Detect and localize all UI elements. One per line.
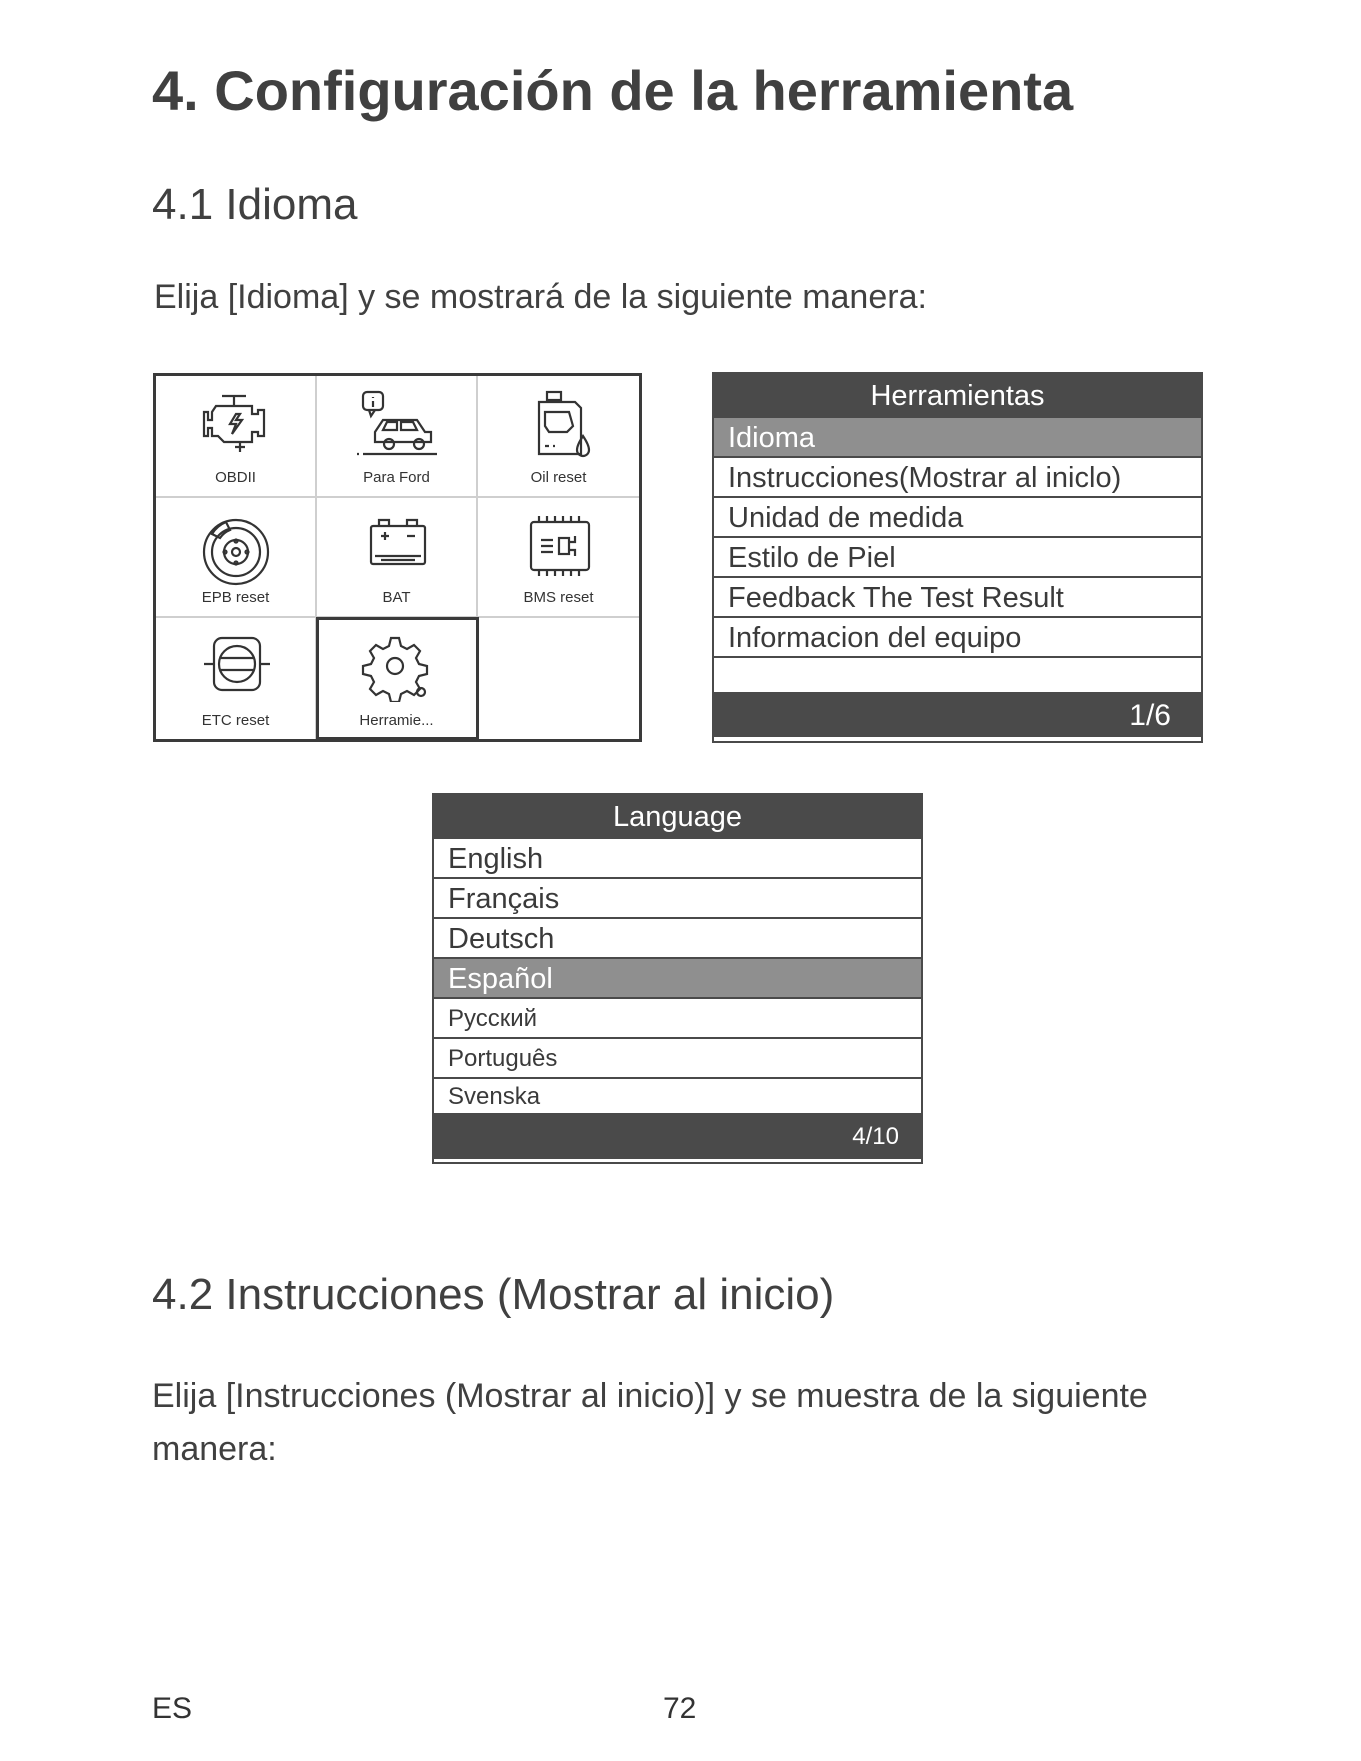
grid-item-label: ETC reset <box>201 712 270 729</box>
grid-item-herramientas[interactable] <box>317 618 478 739</box>
grid-item-label: EPB reset <box>201 589 270 606</box>
language-menu-title: Language <box>434 795 921 839</box>
footer-language: ES <box>152 1692 193 1725</box>
language-option[interactable]: Svenska <box>434 1079 921 1115</box>
tools-menu-page-indicator: 1/6 <box>714 694 1201 737</box>
tools-menu-item[interactable]: Estilo de Piel <box>714 538 1201 578</box>
grid-item-para-ford[interactable] <box>317 376 478 498</box>
tools-menu-item[interactable]: Idioma <box>714 418 1201 458</box>
language-option[interactable]: Русский <box>434 999 921 1039</box>
grid-item-bms-reset[interactable] <box>478 498 639 618</box>
tools-menu-item[interactable]: Feedback The Test Result <box>714 578 1201 618</box>
language-option[interactable]: Deutsch <box>434 919 921 959</box>
language-option[interactable]: Português <box>434 1039 921 1079</box>
engine-icon <box>196 390 276 460</box>
throttle-icon <box>196 632 276 698</box>
grid-item-label: BMS reset <box>523 589 594 606</box>
grid-item-etc-reset[interactable] <box>156 618 317 739</box>
language-option[interactable]: Español <box>434 959 921 999</box>
grid-item-oil-reset[interactable] <box>478 376 639 498</box>
brake-disc-icon <box>196 512 276 588</box>
section-text-instrucciones: Elija [Instrucciones (Mostrar al inicio)] y se muestra de la siguiente manera: <box>152 1377 1148 1468</box>
grid-item-bat[interactable] <box>317 498 478 618</box>
car-info-icon <box>347 390 447 462</box>
section-title-idioma: 4.1 Idioma <box>152 180 358 229</box>
page-heading: 4. Configuración de la herramienta <box>152 59 1074 122</box>
grid-item-empty <box>478 618 639 739</box>
language-menu-page-indicator: 4/10 <box>434 1115 921 1159</box>
grid-item-label: Para Ford <box>363 469 430 486</box>
language-option[interactable]: English <box>434 839 921 879</box>
section-text-idioma: Elija [Idioma] y se mostrará de la siguiente manera: <box>154 278 927 316</box>
bms-chip-icon <box>519 512 599 582</box>
grid-item-label: Oil reset <box>530 469 587 486</box>
tools-menu-title: Herramientas <box>714 374 1201 418</box>
oil-can-icon <box>519 390 599 466</box>
grid-item-label: BAT <box>382 589 411 606</box>
footer-page-number: 72 <box>663 1692 697 1725</box>
tool-icon-grid <box>153 373 642 742</box>
tools-menu-item[interactable]: Informacion del equipo <box>714 618 1201 658</box>
grid-item-epb-reset[interactable] <box>156 498 317 618</box>
grid-item-obdii[interactable] <box>156 376 317 498</box>
tools-menu-item[interactable]: Instrucciones(Mostrar al iniclo) <box>714 458 1201 498</box>
tools-menu-item[interactable]: Unidad de medida <box>714 498 1201 538</box>
grid-item-label: Herramie... <box>359 712 434 729</box>
language-menu-screen <box>432 793 923 1164</box>
tools-menu-item-empty <box>714 658 1201 694</box>
gear-icon <box>357 632 437 702</box>
battery-icon <box>357 512 437 578</box>
section-title-instrucciones: 4.2 Instrucciones (Mostrar al inicio) <box>152 1270 835 1319</box>
tools-menu-screen <box>712 372 1203 743</box>
grid-item-label: OBDII <box>215 469 256 486</box>
language-option[interactable]: Français <box>434 879 921 919</box>
